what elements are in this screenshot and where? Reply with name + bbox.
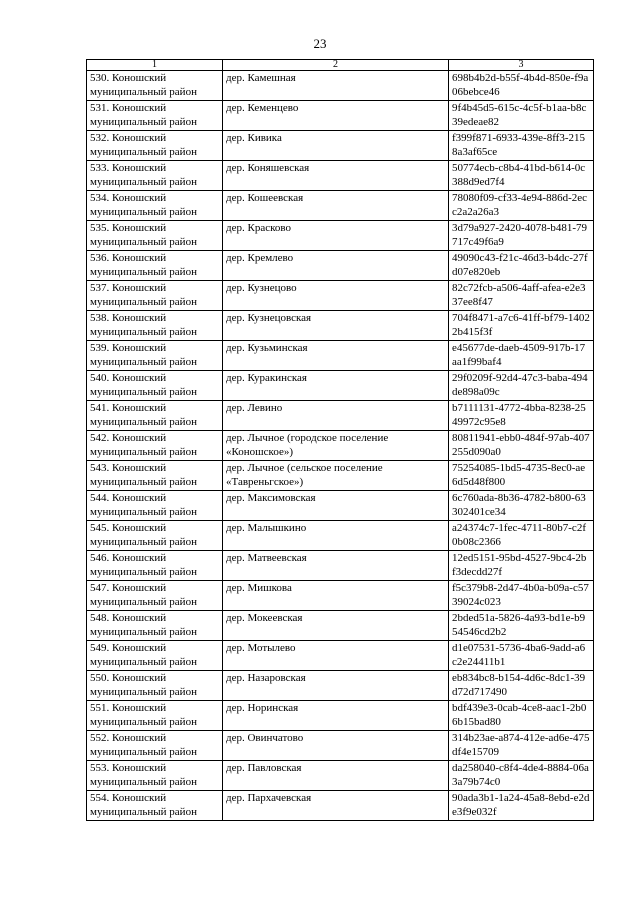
- table-row: [87, 671, 594, 701]
- table-row: [87, 101, 594, 131]
- table-row: [87, 281, 594, 311]
- district-cell: 538. Коношский муниципальный район: [87, 311, 223, 341]
- guid-cell: 3d79a927-2420-4078-b481-79717c49f6a9: [449, 221, 594, 251]
- table-row: [87, 581, 594, 611]
- table-row: [87, 731, 594, 761]
- guid-cell: 314b23ae-a874-412e-ad6e-475df4e15709: [449, 731, 594, 761]
- district-cell: 551. Коношский муниципальный район: [87, 701, 223, 731]
- district-cell: 540. Коношский муниципальный район: [87, 371, 223, 401]
- locality-cell: дер. Овинчатово: [223, 731, 449, 761]
- guid-cell: 6c760ada-8b36-4782-b800-63302401ce34: [449, 491, 594, 521]
- guid-cell: f5c379b8-2d47-4b0a-b09a-c5739024c023: [449, 581, 594, 611]
- guid-cell: 29f0209f-92d4-47c3-baba-494de898a09c: [449, 371, 594, 401]
- district-cell: 552. Коношский муниципальный район: [87, 731, 223, 761]
- locality-cell: дер. Левино: [223, 401, 449, 431]
- district-cell: 533. Коношский муниципальный район: [87, 161, 223, 191]
- table-row: [87, 161, 594, 191]
- table-row: [87, 491, 594, 521]
- table-row: [87, 461, 594, 491]
- locality-cell: дер. Пархачевская: [223, 791, 449, 821]
- district-cell: 545. Коношский муниципальный район: [87, 521, 223, 551]
- column-header-3: 3: [449, 60, 594, 71]
- locality-cell: дер. Малышкино: [223, 521, 449, 551]
- table-row: [87, 551, 594, 581]
- table-row: [87, 791, 594, 821]
- table-row: [87, 311, 594, 341]
- locality-cell: дер. Кошеевская: [223, 191, 449, 221]
- column-header-1: 1: [87, 60, 223, 71]
- guid-cell: f399f871-6933-439e-8ff3-2158a3af65ce: [449, 131, 594, 161]
- locality-cell: дер. Куракинская: [223, 371, 449, 401]
- district-cell: 531. Коношский муниципальный район: [87, 101, 223, 131]
- page-number: 23: [313, 36, 327, 51]
- table-row: [87, 341, 594, 371]
- district-cell: 550. Коношский муниципальный район: [87, 671, 223, 701]
- locality-cell: дер. Мокеевская: [223, 611, 449, 641]
- guid-cell: 12ed5151-95bd-4527-9bc4-2bf3decdd27f: [449, 551, 594, 581]
- locality-cell: дер. Камешная: [223, 71, 449, 101]
- table-row: [87, 71, 594, 101]
- district-cell: 542. Коношский муниципальный район: [87, 431, 223, 461]
- district-cell: 548. Коношский муниципальный район: [87, 611, 223, 641]
- header-row: [87, 60, 594, 71]
- locality-cell: дер. Мишкова: [223, 581, 449, 611]
- guid-cell: 49090c43-f21c-46d3-b4dc-27fd07e820eb: [449, 251, 594, 281]
- guid-cell: 75254085-1bd5-4735-8ec0-ae6d5d48f800: [449, 461, 594, 491]
- locality-cell: дер. Норинская: [223, 701, 449, 731]
- district-cell: 547. Коношский муниципальный район: [87, 581, 223, 611]
- district-cell: 534. Коношский муниципальный район: [87, 191, 223, 221]
- locality-cell: дер. Кузьминская: [223, 341, 449, 371]
- district-cell: 536. Коношский муниципальный район: [87, 251, 223, 281]
- district-cell: 544. Коношский муниципальный район: [87, 491, 223, 521]
- locality-cell: дер. Назаровская: [223, 671, 449, 701]
- guid-cell: 90ada3b1-1a24-45a8-8ebd-e2de3f9e032f: [449, 791, 594, 821]
- column-header-2: 2: [223, 60, 449, 71]
- table-row: [87, 131, 594, 161]
- guid-cell: b7111131-4772-4bba-8238-2549972c95e8: [449, 401, 594, 431]
- district-cell: 535. Коношский муниципальный район: [87, 221, 223, 251]
- guid-cell: a24374c7-1fec-4711-80b7-c2f0b08c2366: [449, 521, 594, 551]
- district-cell: 549. Коношский муниципальный район: [87, 641, 223, 671]
- locality-cell: дер. Кивика: [223, 131, 449, 161]
- locality-cell: дер. Лычное (городское поселение «Коношское»): [223, 431, 449, 461]
- locality-cell: дер. Матвеевская: [223, 551, 449, 581]
- locality-cell: дер. Лычное (сельское поселение «Тавреньгское»): [223, 461, 449, 491]
- registry-table: [86, 59, 594, 821]
- guid-cell: da258040-c8f4-4de4-8884-06a3a79b74c0: [449, 761, 594, 791]
- guid-cell: 2bded51a-5826-4a93-bd1e-b954546cd2b2: [449, 611, 594, 641]
- table-row: [87, 641, 594, 671]
- table-row: [87, 371, 594, 401]
- guid-cell: 82c72fcb-a506-4aff-afea-e2e337ee8f47: [449, 281, 594, 311]
- guid-cell: eb834bc8-b154-4d6c-8dc1-39d72d717490: [449, 671, 594, 701]
- district-cell: 532. Коношский муниципальный район: [87, 131, 223, 161]
- table-row: [87, 251, 594, 281]
- guid-cell: 50774ecb-c8b4-41bd-b614-0c388d9ed7f4: [449, 161, 594, 191]
- district-cell: 543. Коношский муниципальный район: [87, 461, 223, 491]
- guid-cell: d1e07531-5736-4ba6-9add-a6c2e24411b1: [449, 641, 594, 671]
- table-row: [87, 221, 594, 251]
- guid-cell: 704f8471-a7c6-41ff-bf79-14022b415f3f: [449, 311, 594, 341]
- guid-cell: 698b4b2d-b55f-4b4d-850e-f9a06bebce46: [449, 71, 594, 101]
- table-row: [87, 761, 594, 791]
- locality-cell: дер. Павловская: [223, 761, 449, 791]
- locality-cell: дер. Коняшевская: [223, 161, 449, 191]
- guid-cell: e45677de-daeb-4509-917b-17aa1f99baf4: [449, 341, 594, 371]
- district-cell: 553. Коношский муниципальный район: [87, 761, 223, 791]
- table-row: [87, 191, 594, 221]
- district-cell: 537. Коношский муниципальный район: [87, 281, 223, 311]
- district-cell: 541. Коношский муниципальный район: [87, 401, 223, 431]
- guid-cell: 80811941-ebb0-484f-97ab-407255d090a0: [449, 431, 594, 461]
- table-row: [87, 701, 594, 731]
- district-cell: 554. Коношский муниципальный район: [87, 791, 223, 821]
- guid-cell: 78080f09-cf33-4e94-886d-2ecc2a2a26a3: [449, 191, 594, 221]
- table-row: [87, 611, 594, 641]
- guid-cell: bdf439e3-0cab-4ce8-aac1-2b06b15bad80: [449, 701, 594, 731]
- locality-cell: дер. Кремлево: [223, 251, 449, 281]
- guid-cell: 9f4b45d5-615c-4c5f-b1aa-b8c39edeae82: [449, 101, 594, 131]
- locality-cell: дер. Кеменцево: [223, 101, 449, 131]
- district-cell: 530. Коношский муниципальный район: [87, 71, 223, 101]
- locality-cell: дер. Кузнецово: [223, 281, 449, 311]
- district-cell: 546. Коношский муниципальный район: [87, 551, 223, 581]
- table-row: [87, 521, 594, 551]
- table-row: [87, 401, 594, 431]
- locality-cell: дер. Кузнецовская: [223, 311, 449, 341]
- locality-cell: дер. Мотылево: [223, 641, 449, 671]
- locality-cell: дер. Красково: [223, 221, 449, 251]
- table-row: [87, 431, 594, 461]
- locality-cell: дер. Максимовская: [223, 491, 449, 521]
- district-cell: 539. Коношский муниципальный район: [87, 341, 223, 371]
